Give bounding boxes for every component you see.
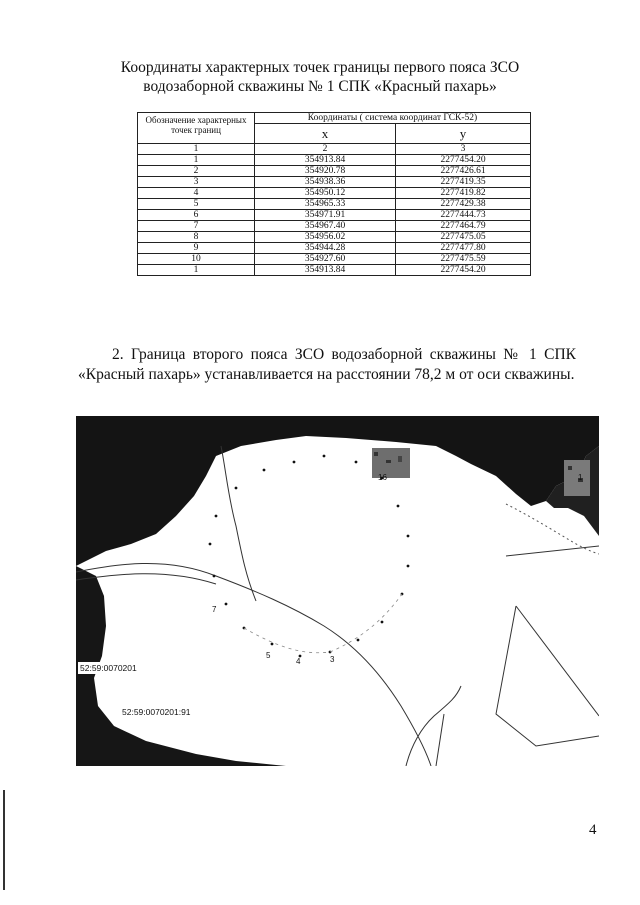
- map-label-4: 4: [296, 657, 301, 666]
- zone-boundary-points: [209, 455, 410, 658]
- point-cell: 7: [138, 221, 255, 232]
- zone-map-image: [76, 416, 599, 766]
- building-block-2: [564, 460, 590, 496]
- y-cell: 2277419.82: [396, 188, 531, 199]
- parcel-label-2: 52:59:0070201:91: [122, 707, 191, 717]
- table-row: [138, 177, 531, 188]
- header-point-label: Обозначение характерных точек границ: [138, 113, 255, 144]
- table-row: [138, 155, 531, 166]
- map-label-3: 3: [330, 655, 335, 664]
- zone-boundary-dashed: [244, 594, 402, 653]
- header-coordinates: Координаты ( система координат ГСК-52): [255, 113, 531, 124]
- y-cell: 2277419.35: [396, 177, 531, 188]
- paragraph-line-1: 2. Граница второго пояса ЗСО водозаборной скважины № 1 СПК: [112, 346, 576, 363]
- map-label-5: 5: [266, 651, 271, 660]
- y-cell: 2277426.61: [396, 166, 531, 177]
- table-row: [138, 254, 531, 265]
- point-cell: 5: [138, 199, 255, 210]
- x-cell: 354971.91: [255, 210, 396, 221]
- x-cell: 354920.78: [255, 166, 396, 177]
- x-cell: 354944.28: [255, 243, 396, 254]
- x-cell: 354956.02: [255, 232, 396, 243]
- parcel-label-1: 52:59:0070201: [80, 663, 137, 673]
- y-cell: 2277475.05: [396, 232, 531, 243]
- table-row: [138, 188, 531, 199]
- y-cell: 2277429.38: [396, 199, 531, 210]
- paragraph-line-2: «Красный пахарь» устанавливается на расстоянии 78,2 м от оси скважины.: [78, 366, 575, 383]
- x-cell: 354913.84: [255, 265, 396, 276]
- table-row: [138, 221, 531, 232]
- point-cell: 1: [138, 265, 255, 276]
- point-cell: 3: [138, 177, 255, 188]
- x-cell: 354913.84: [255, 155, 396, 166]
- point-cell: 10: [138, 254, 255, 265]
- point-cell: 1: [138, 155, 255, 166]
- x-cell: 354938.36: [255, 177, 396, 188]
- scan-edge-mark: [3, 790, 5, 890]
- header-y: у: [396, 124, 531, 144]
- y-cell: 2277477.80: [396, 243, 531, 254]
- x-cell: 354927.60: [255, 254, 396, 265]
- table-row: [138, 265, 531, 276]
- point-cell: 6: [138, 210, 255, 221]
- header-x: x: [255, 124, 396, 144]
- y-cell: 2277454.20: [396, 155, 531, 166]
- table-row: [138, 243, 531, 254]
- dark-area-top: [76, 416, 599, 566]
- y-cell: 2277464.79: [396, 221, 531, 232]
- map-label-16: 16: [378, 473, 387, 482]
- y-cell: 2277475.59: [396, 254, 531, 265]
- paragraph-second-zone: [78, 345, 576, 385]
- document-title: [0, 58, 640, 96]
- index-cell-2: 2: [255, 144, 396, 155]
- y-cell: 2277454.20: [396, 265, 531, 276]
- page-number: 4: [589, 822, 597, 838]
- x-cell: 354965.33: [255, 199, 396, 210]
- map-label-1: 1: [578, 473, 583, 482]
- table-row: [138, 166, 531, 177]
- point-cell: 9: [138, 243, 255, 254]
- table-row: [138, 232, 531, 243]
- point-cell: 8: [138, 232, 255, 243]
- table-row: [138, 210, 531, 221]
- index-cell-3: 3: [396, 144, 531, 155]
- map-drawing: [76, 416, 599, 766]
- table-row: [138, 199, 531, 210]
- x-cell: 354967.40: [255, 221, 396, 232]
- point-cell: 2: [138, 166, 255, 177]
- title-line-2: водозаборной скважины № 1 СПК «Красный пахарь»: [143, 78, 497, 95]
- index-cell-1: 1: [138, 144, 255, 155]
- y-cell: 2277444.73: [396, 210, 531, 221]
- point-cell: 4: [138, 188, 255, 199]
- title-line-1: Координаты характерных точек границы первого пояса ЗСО: [120, 59, 520, 76]
- coordinates-table: [137, 112, 531, 276]
- map-label-7: 7: [212, 605, 217, 614]
- x-cell: 354950.12: [255, 188, 396, 199]
